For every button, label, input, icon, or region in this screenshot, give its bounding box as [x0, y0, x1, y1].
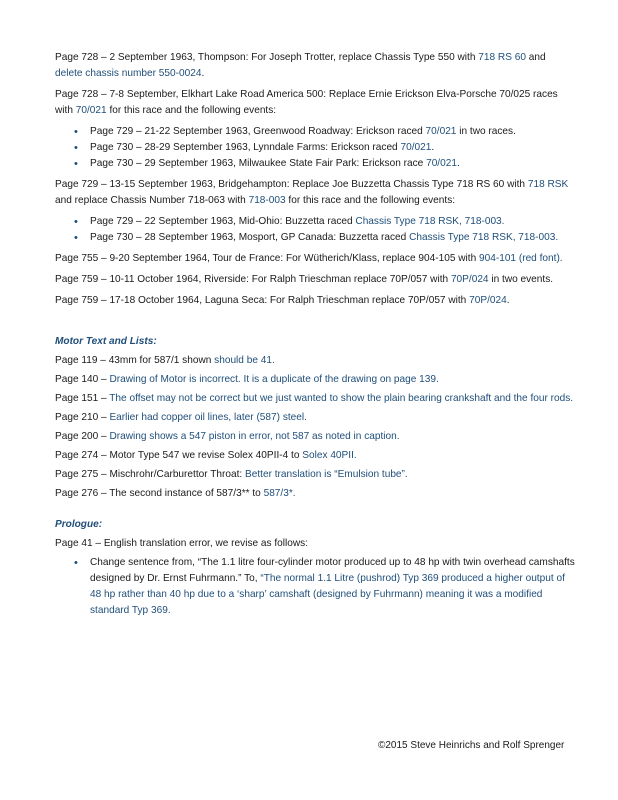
text-span: 70P/024	[450, 274, 489, 285]
list-item	[55, 156, 575, 172]
text-span: and	[525, 52, 546, 63]
text-span: for this race and the following events:	[285, 195, 456, 206]
motor-item	[55, 486, 575, 502]
text-span: 904-101 (red font).	[479, 253, 563, 264]
text-span: Page 729 – 21-22 September 1963, Greenwood Roadway: Erickson raced	[90, 126, 426, 137]
text-span: Page 730 – 28 September 1963, Mosport, GP Canada: Buzzetta raced	[90, 232, 410, 243]
race-entry	[55, 293, 575, 309]
text-span: Page 210 –	[55, 412, 110, 423]
motor-item	[55, 391, 575, 407]
text-span: Change sentence from, “The 1.1 litre four-cylinder motor produced up to 48 hp with twin overhead camshafts designed by Dr. Ernst Fuhrmann.” To,	[90, 557, 575, 584]
motor-item	[55, 353, 575, 369]
list-item	[55, 124, 575, 140]
text-span: Page 274 – Motor Type 547 we revise Solex 40PII-4 to	[55, 450, 303, 461]
text-span: Page 759 – 10-11 October 1964, Riverside: For Ralph Trieschman replace 70P/057 with	[55, 274, 451, 285]
text-span: in two races.	[456, 126, 516, 137]
motor-section-heading: Motor Text and Lists:	[55, 336, 157, 347]
text-span: for this race and the following events:	[106, 105, 277, 116]
errata-page	[55, 50, 575, 624]
motor-item	[55, 429, 575, 445]
motor-item	[55, 448, 575, 464]
text-span: Page 729 – 13-15 September 1963, Bridgehampton: Replace Joe Buzzetta Chassis Type 718 RS 60 with	[55, 179, 528, 190]
prologue-line: Page 41 – English translation error, we revise as follows:	[55, 538, 309, 549]
copyright-footer: ©2015 Steve Heinrichs and Rolf Sprenger	[378, 740, 565, 751]
text-span: 70/021	[75, 105, 107, 116]
text-span: 718 RSK	[527, 179, 569, 190]
text-span: Page 119 – 43mm for 587/1 shown	[55, 355, 215, 366]
prologue-list	[55, 555, 575, 619]
text-span: Solex 40PII.	[302, 450, 357, 461]
text-span: Drawing shows a 547 piston in error, not 587 as noted in caption.	[109, 431, 400, 442]
race-entry	[55, 177, 575, 209]
text-span: Page 755 – 9-20 September 1964, Tour de France: For Wütherich/Klass, replace 904-105 with	[55, 253, 479, 264]
text-span: delete chassis number 550-0024	[55, 68, 202, 79]
spacer	[55, 314, 575, 334]
text-span: 718 RS 60	[478, 52, 526, 63]
text-span: .	[456, 158, 460, 169]
race-entry	[55, 251, 575, 267]
motor-item	[55, 410, 575, 426]
erickson-event-list	[55, 124, 575, 172]
text-span: Page 759 – 17-18 October 1964, Laguna Seca: For Ralph Trieschman replace 70P/057 with	[55, 295, 470, 306]
list-item	[55, 230, 575, 246]
text-span: Page 728 – 2 September 1963, Thompson: For Joseph Trotter, replace Chassis Type 550 with	[55, 52, 479, 63]
list-item	[55, 140, 575, 156]
text-span: Page 151 –	[55, 393, 110, 404]
text-span: 70/021	[400, 142, 432, 153]
text-span: 70P/024	[469, 295, 507, 306]
spacer	[55, 505, 575, 517]
text-span: in two events.	[488, 274, 554, 285]
text-span: Page 276 – The second instance of 587/3** to	[55, 488, 264, 499]
text-span: Page 275 – Mischrohr/Carburettor Throat:	[55, 469, 246, 480]
text-span: .	[431, 142, 435, 153]
motor-item	[55, 467, 575, 483]
text-span: “The normal 1.1 Litre (pushrod) Typ 369 produced a higher output of 48 hp rather than 40 hp due to a ‘sharp’ camshaft (designed by Fuhrmann) meaning it was a modified standard Typ 369.	[90, 573, 565, 616]
text-span: Page 730 – 29 September 1963, Milwaukee State Fair Park: Erickson race	[90, 158, 427, 169]
list-item	[55, 214, 575, 230]
text-span: .	[201, 68, 205, 79]
text-span: 718-003	[248, 195, 286, 206]
text-span: Chassis Type 718 RSK, 718-003.	[355, 216, 505, 227]
text-span: and replace Chassis Number 718-063 with	[55, 195, 249, 206]
text-span: 70/021	[425, 126, 457, 137]
text-span: should be 41.	[214, 355, 275, 366]
buzzetta-event-list	[55, 214, 575, 246]
text-span: 70/021	[426, 158, 457, 169]
text-span: Earlier had copper oil lines, later (587) steel.	[109, 412, 307, 423]
text-span: Page 200 –	[55, 431, 110, 442]
list-item	[55, 555, 575, 619]
text-span: Page 730 – 28-29 September 1963, Lynndale Farms: Erickson raced	[90, 142, 401, 153]
text-span: Chassis Type 718 RSK, 718-003.	[409, 232, 559, 243]
prologue-section-heading: Prologue:	[55, 519, 103, 530]
text-span: Page 728 – 7-8 September, Elkhart Lake Road America 500: Replace Ernie Erickson Elva-Porsche 70/025 races with	[55, 89, 558, 116]
text-span: Drawing of Motor is incorrect. It is a duplicate of the drawing on page 139.	[109, 374, 439, 385]
motor-item	[55, 372, 575, 388]
text-span: The offset may not be correct but we just wanted to show the plain bearing crankshaft and the four rods.	[109, 393, 574, 404]
text-span: Better translation is “Emulsion tube”.	[245, 469, 408, 480]
text-span: Page 140 –	[55, 374, 110, 385]
text-span: .	[506, 295, 510, 306]
race-entry	[55, 50, 575, 82]
race-entry	[55, 272, 575, 288]
text-span: Page 729 – 22 September 1963, Mid-Ohio: Buzzetta raced	[90, 216, 356, 227]
text-span: 587/3*.	[263, 488, 296, 499]
race-entry	[55, 87, 575, 119]
